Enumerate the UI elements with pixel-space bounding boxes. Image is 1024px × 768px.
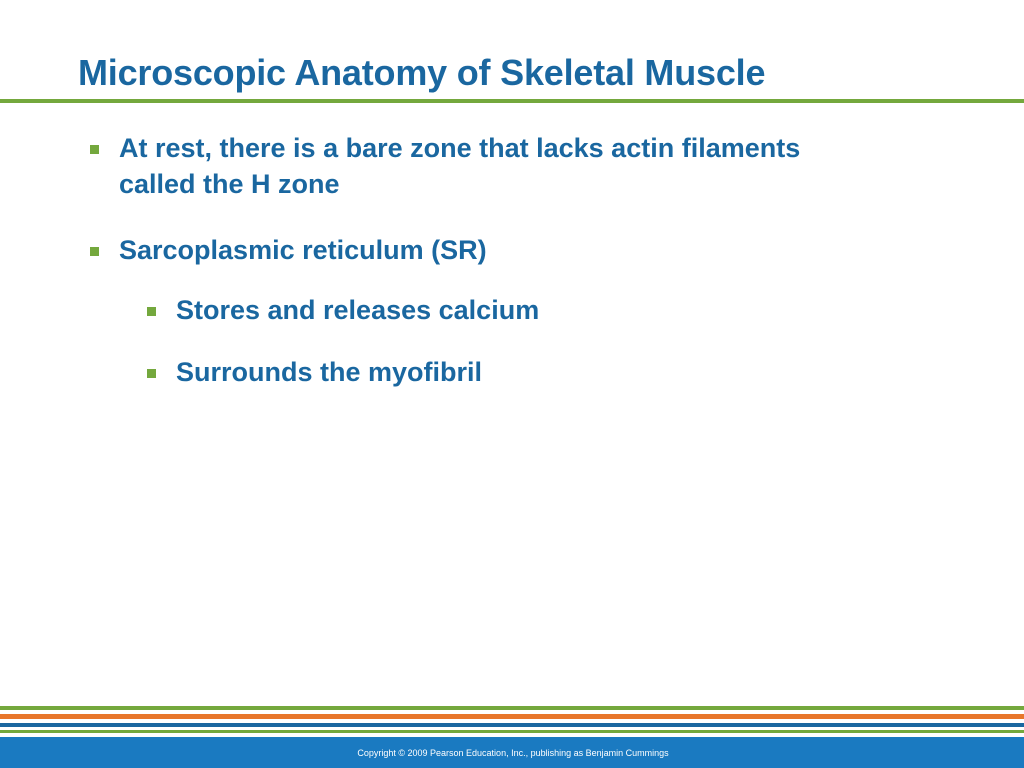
title-divider: [0, 99, 1024, 103]
copyright-text: Copyright © 2009 Pearson Education, Inc., publishing as Benjamin Cummings: [357, 747, 669, 758]
bullet-text: Sarcoplasmic reticulum (SR): [119, 235, 487, 265]
footer-bar: [0, 737, 1024, 768]
square-bullet-icon: [147, 307, 156, 316]
footer-stripe-green: [0, 706, 1024, 710]
sub-bullet-text: Stores and releases calcium: [176, 295, 540, 325]
square-bullet-icon: [90, 145, 99, 154]
sub-bullet-text: Surrounds the myofibril: [176, 357, 483, 387]
slide-title: Microscopic Anatomy of Skeletal Muscle: [78, 52, 766, 93]
footer-stripe-blue: [0, 723, 1024, 727]
square-bullet-icon: [90, 247, 99, 256]
square-bullet-icon: [147, 369, 156, 378]
bullet-item: [90, 232, 487, 268]
sub-bullet-item: [147, 354, 482, 390]
bullet-text: At rest, there is a bare zone that lacks actin filaments called the H zone: [119, 133, 801, 199]
bullet-item: [90, 130, 839, 202]
footer-stripe-green-thin: [0, 730, 1024, 733]
footer-stripe-orange: [0, 714, 1024, 719]
sub-bullet-item: [147, 292, 539, 328]
